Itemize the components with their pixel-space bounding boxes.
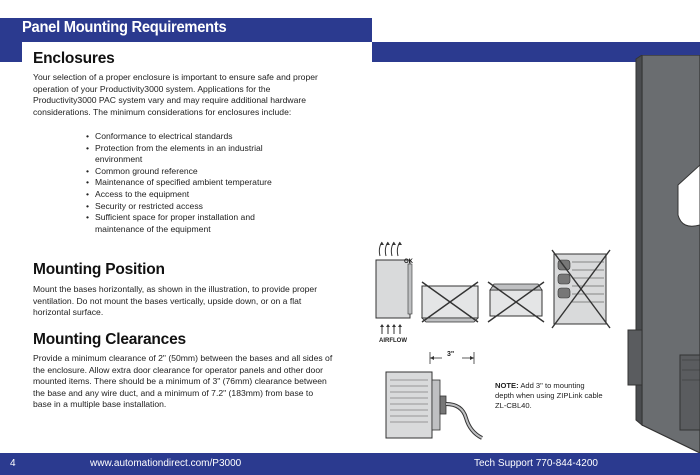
- zip-link-note: [495, 381, 605, 410]
- footer-support: Tech Support 770-844-4200: [474, 458, 598, 469]
- enclosure-considerations-list: [86, 131, 306, 235]
- list-item: • Conformance to electrical standards: [86, 131, 306, 143]
- mounting-clearances-text: Provide a minimum clearance of 2" (50mm) between the bases and all sides of the enclosure. Allow extra door clearance for operator panels and other door mounted items. There should be a minimum of 3" (76mm) clearance between the base and any wire duct, and a minimum of 7.2" (183mm) from base to base in a multiple base installation.: [33, 353, 333, 410]
- list-item: • Protection from the elements in an industrial environment: [86, 143, 306, 166]
- list-item: • Common ground reference: [86, 166, 306, 178]
- page-title: Panel Mounting Requirements: [22, 19, 227, 36]
- list-item: • Sufficient space for proper installation and maintenance of the equipment: [86, 212, 306, 235]
- ok-label: OK: [404, 259, 413, 265]
- mounting-clearances-heading: Mounting Clearances: [33, 331, 186, 348]
- note-text: Add 3" to mounting depth when using ZIPLink cable ZL-CBL40.: [495, 381, 603, 410]
- mounting-position-text: Mount the bases horizontally, as shown in the illustration, to provide proper ventilation. Do not mount the bases vertically, upside down, or on a flat horizontal surface.: [33, 284, 318, 318]
- enclosures-heading: Enclosures: [33, 50, 115, 67]
- ok-mounting-diagram: [370, 238, 420, 338]
- enclosure-door-illustration: [620, 55, 700, 453]
- incorrect-upside-down-diagram: [484, 278, 548, 324]
- note-label: NOTE:: [495, 381, 519, 390]
- page-footer: [0, 453, 700, 475]
- footer-website: www.automationdirect.com/P3000: [90, 458, 242, 469]
- incorrect-vertical-mount-diagram: [550, 248, 612, 330]
- list-item: • Maintenance of specified ambient temperature: [86, 177, 306, 189]
- base-side-view-diagram: [382, 366, 492, 444]
- mounting-position-heading: Mounting Position: [33, 261, 165, 278]
- page-number: 4: [10, 458, 16, 469]
- airflow-label: AIRFLOW: [379, 338, 407, 344]
- list-item: • Security or restricted access: [86, 201, 306, 213]
- enclosures-intro: Your selection of a proper enclosure is important to ensure safe and proper operation of your Productivity3000 system. Applications for the Productivity3000 PAC system vary and may require additional hardware considerations. The minimum considerations for enclosures include:: [33, 72, 318, 117]
- dimension-label: 3": [447, 351, 455, 358]
- incorrect-flat-mount-diagram: [418, 278, 482, 324]
- list-item: • Access to the equipment: [86, 189, 306, 201]
